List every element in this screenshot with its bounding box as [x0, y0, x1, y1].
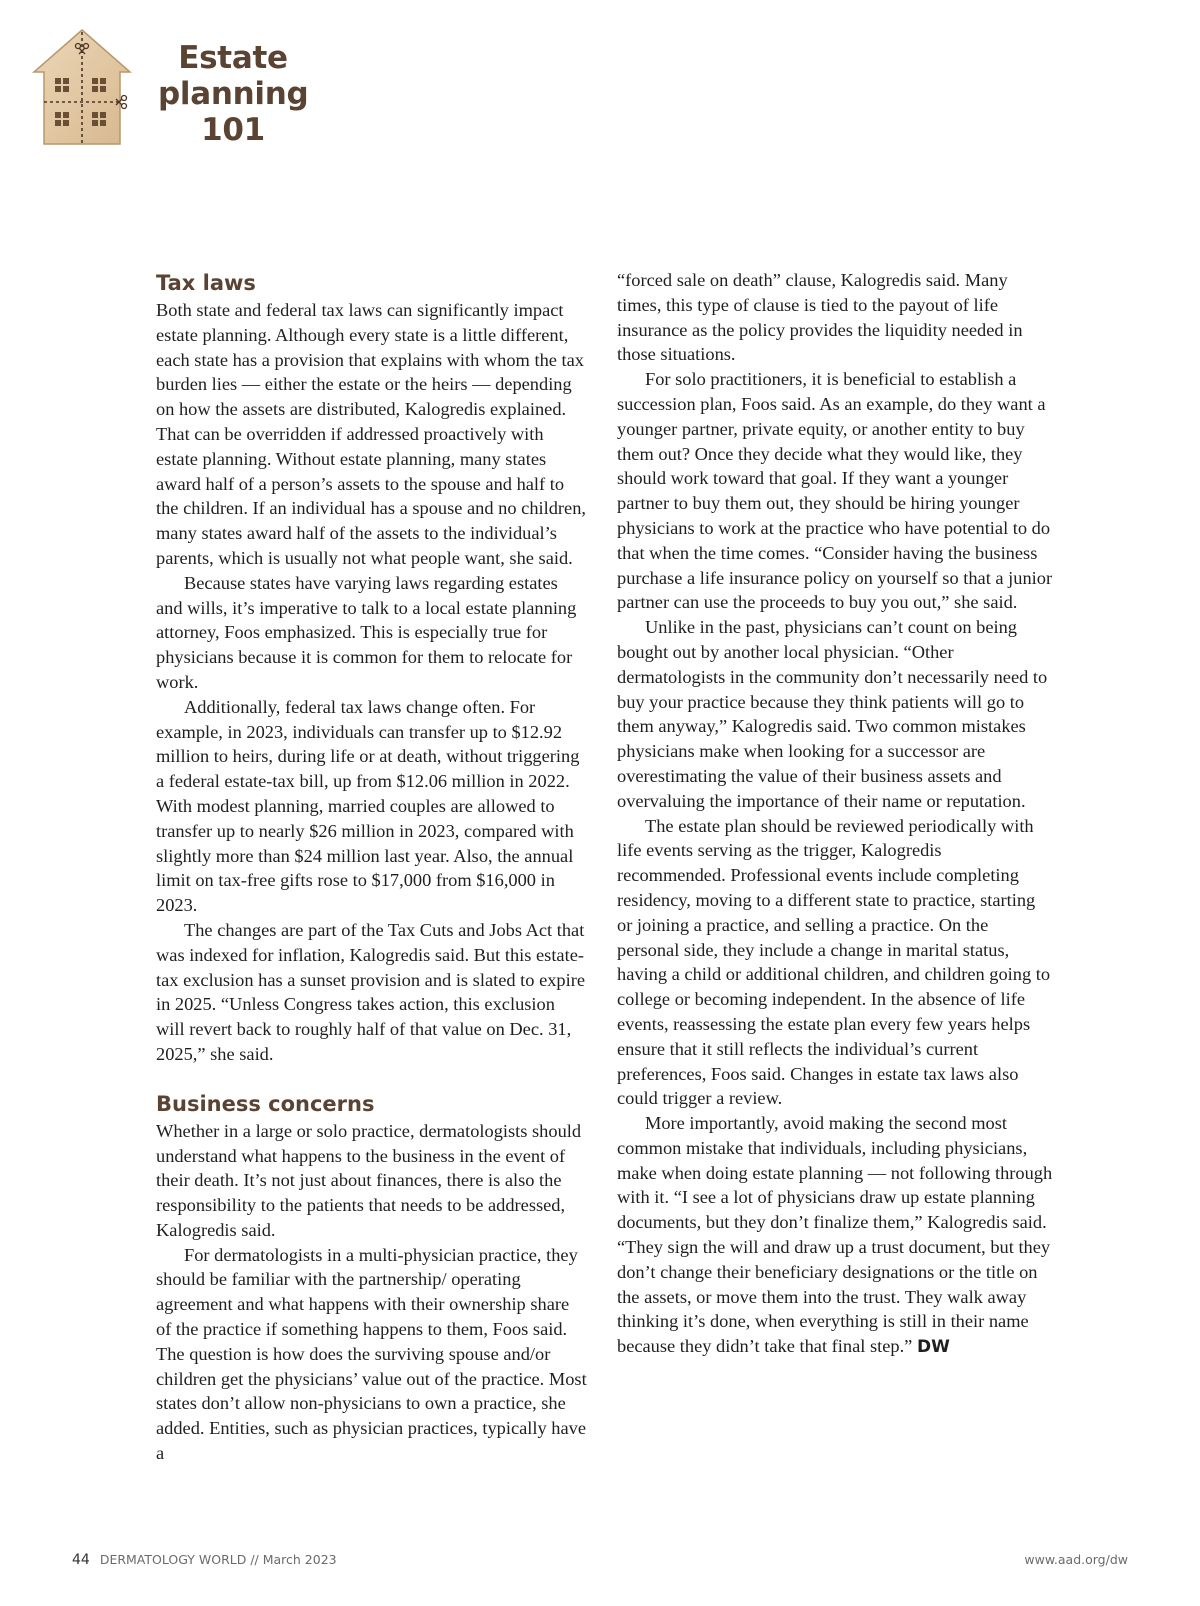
section-header [30, 28, 309, 153]
heading-business-concerns: Business concerns [156, 1091, 375, 1116]
wooden-house-icon [30, 28, 134, 148]
paragraph: The estate plan should be reviewed periodically with life events serving as the trigger, Kalogredis recommended. Professional events include completing residency, moving to a different state to practice, starting or joining a practice, and selling a practice. On the personal side, they include a change in marital status, having a child or additional children, and children going to college or becoming independent. In the absence of life events, reassessing the estate plan every few years helps ensure that it still reflects the individual’s current preferences, Foos said. Changes in estate tax laws also could trigger a review. [617, 815, 1051, 1109]
paragraph: Whether in a large or solo practice, dermatologists should understand what happens to the business in the event of their death. It’s not just about finances, there is also the responsibility to the patients that needs to be addressed, Kalogredis said. [156, 1120, 582, 1240]
page-footer [72, 1552, 1128, 1568]
title-line-1: Estate [178, 40, 288, 76]
heading-tax-laws: Tax laws [156, 271, 256, 295]
final-paragraph-text: More importantly, avoid making the second most common mistake that individuals, including physicians, make when doing estate planning — not following through with it. “I see a lot of physicians draw up estate planning documents, but they don’t finalize them,” Kalogredis said. “They sign the will and draw up a trust document, but they don’t change their beneficiary designations or the title on the assets, or move them into the trust. They walk away thinking it’s done, when everything is still in their name because they didn’t take that final step.” [617, 1113, 1053, 1357]
page-number: 44 [72, 1552, 90, 1568]
title-line-3: 101 [201, 112, 265, 148]
website-link[interactable]: www.aad.org/dw [1024, 1552, 1128, 1567]
paragraph: For dermatologists in a multi-physician practice, they should be familiar with the partnership/ operating agreement and what happens with their ownership share of the practice if something happens to them, Foos said. The question is how does the surviving spouse and/or children get the physicians’ value out of the practice. Most states don’t allow non-physicians to own a practice, she added. Entities, such as physician practices, typically have a [156, 1244, 587, 1464]
paragraph-final [617, 1111, 1053, 1360]
paragraph: Because states have varying laws regarding estates and wills, it’s imperative to talk to a local estate planning attorney, Foos emphasized. This is especially true for physicians because it is common for them to relocate for work. [156, 572, 577, 692]
paragraph: For solo practitioners, it is beneficial to establish a succession plan, Foos said. As an example, do they want a younger partner, private equity, or another entity to buy them out? Once they decide what they would like, they should work toward that goal. If they want a younger partner to buy them out, they should be hiring younger physicians to work at the practice who have potential to do that when the time comes. “Consider having the business purchase a life insurance policy on yourself so that a junior partner can use the proceeds to buy you out,” she said. [617, 369, 1053, 613]
paragraph: Additionally, federal tax laws change often. For example, in 2023, individuals can transfer up to $12.92 million to heirs, during life or at death, without triggering a federal estate-tax bill, up from $12.06 million in 2022. With modest planning, married couples are allowed to transfer up to nearly $26 million in 2023, compared with slightly more than $24 million last year. Also, the annual limit on tax-free gifts rose to $17,000 from $16,000 in 2023. [156, 696, 580, 916]
title-line-2: planning [158, 76, 309, 112]
left-column [156, 268, 588, 1466]
paragraph: Both state and federal tax laws can significantly impact estate planning. Although every state is a little different, each state has a provision that explains with whom the tax burden lies — either the estate or the heirs — depending on how the assets are distributed, Kalogredis explained. That can be overridden if addressed proactively with estate planning. Without estate planning, many states award half of a person’s assets to the spouse and half to the children. If an individual has a spouse and no children, many states award half of the assets to the individual’s parents, which is usually not what people want, she said. [156, 300, 587, 568]
paragraph: Unlike in the past, physicians can’t count on being bought out by another local physician. “Other dermatologists in the community don’t necessarily need to buy your practice because they think patients will go to them anyway,” Kalogredis said. Two common mistakes physicians make when looking for a successor are overestimating the value of their business assets and overvaluing the importance of their name or reputation. [617, 617, 1048, 811]
section-title [158, 40, 308, 148]
paragraph: “forced sale on death” clause, Kalogredis said. Many times, this type of clause is tied to the payout of life insurance as the policy provides the liquidity needed in those situations. [617, 270, 1023, 365]
right-column [617, 268, 1053, 1360]
publication-info: DERMATOLOGY WORLD // March 2023 [99, 1552, 337, 1567]
paragraph: The changes are part of the Tax Cuts and Jobs Act that was indexed for inflation, Kalogredis said. But this estate-tax exclusion has a sunset provision and is slated to expire in 2025. “Unless Congress takes action, this exclusion will revert back to roughly half of that value on Dec. 31, 2025,” she said. [156, 919, 586, 1064]
signoff-mark: DW [916, 1337, 950, 1358]
